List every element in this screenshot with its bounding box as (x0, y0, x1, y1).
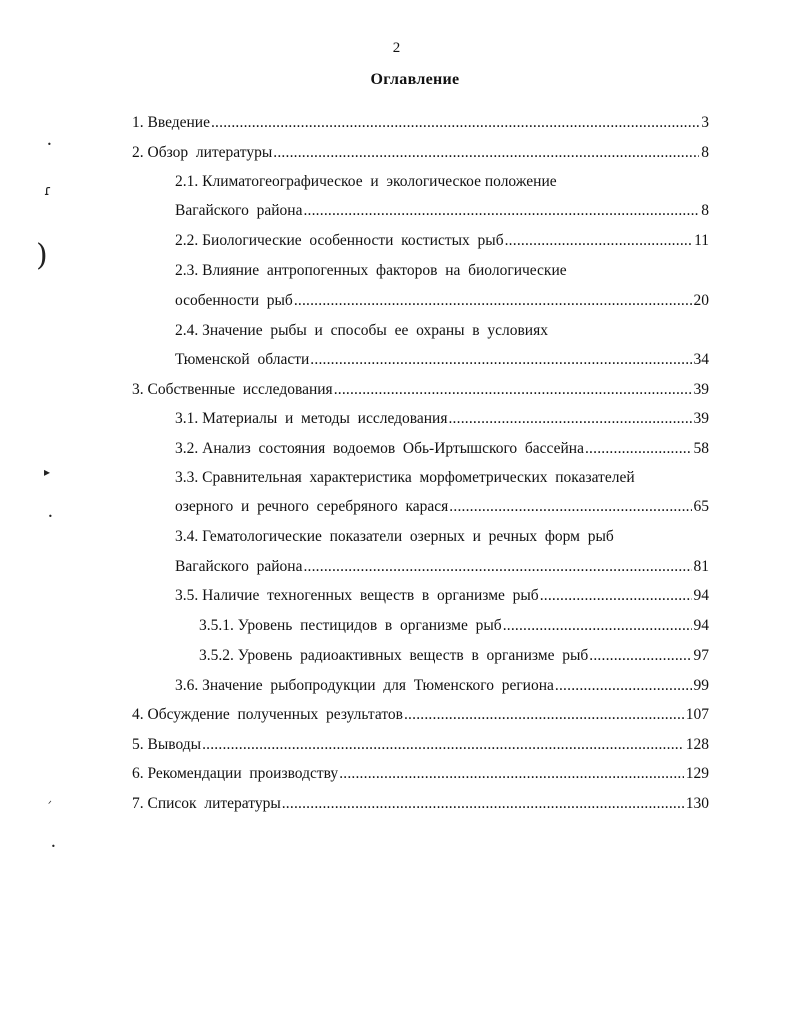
toc-entry-3-4-line2[interactable]: Вагайского района ..... 81 (175, 555, 709, 579)
scan-mark: ▸ (44, 465, 51, 479)
scan-mark: • (47, 140, 52, 149)
scan-mark: • (48, 512, 53, 521)
toc-entry-3-5-2[interactable]: 3.5.2. Уровень радиоактивных веществ в организме рыб ..... 97 (199, 644, 709, 668)
toc-entry-3-6[interactable]: 3.6. Значение рыбопродукции для Тюменского региона ..... 99 (175, 674, 709, 698)
toc-entry-literature-review[interactable]: 2. Обзор литературы ..... 8 (132, 141, 709, 165)
toc-entry-2-1-line2[interactable]: Вагайского района ..... 8 (175, 199, 709, 223)
scan-mark: ᐟ (48, 800, 52, 810)
toc-entry-2-3-line1[interactable]: 2.3. Влияние антропогенных факторов на биологические (175, 262, 567, 279)
toc-entry-3-4-line1[interactable]: 3.4. Гематологические показатели озерных и речных форм рыб (175, 528, 614, 545)
toc-entry-2-3-line2[interactable]: особенности рыб ..... 20 (175, 289, 709, 313)
page-number: 2 (392, 40, 401, 56)
toc-entry-discussion[interactable]: 4. Обсуждение полученных результатов ..... 107 (132, 703, 709, 727)
toc-entry-3-5[interactable]: 3.5. Наличие техногенных веществ в организме рыб ..... 94 (175, 584, 709, 608)
toc-title: Оглавление (370, 71, 460, 88)
scan-mark: ɾ (44, 183, 52, 199)
toc-entry-3-1[interactable]: 3.1. Материалы и методы исследования ..... 39 (175, 407, 709, 431)
toc-entry-introduction[interactable]: 1. Введение ..... 3 (132, 111, 709, 135)
toc-entry-3-3-line1[interactable]: 3.3. Сравнительная характеристика морфометрических показателей (175, 469, 635, 486)
toc-entry-own-research[interactable]: 3. Собственные исследования ..... 39 (132, 378, 709, 402)
toc-entry-2-2[interactable]: 2.2. Биологические особенности костистых рыб ..... 11 (175, 229, 709, 253)
toc-entry-2-4-line1[interactable]: 2.4. Значение рыбы и способы ее охраны в условиях (175, 322, 548, 339)
scan-mark: ) (36, 238, 48, 273)
toc-entry-conclusions[interactable]: 5. Выводы ..... 128 (132, 733, 709, 757)
toc-entry-3-2[interactable]: 3.2. Анализ состояния водоемов Обь-Иртышского бассейна ..... 58 (175, 437, 709, 461)
toc-entry-references[interactable]: 7. Список литературы ..... 130 (132, 792, 709, 816)
toc-entry-recommendations[interactable]: 6. Рекомендации производству ..... 129 (132, 762, 709, 786)
toc-entry-2-1-line1[interactable]: 2.1. Климатогеографическое и экологическое положение (175, 173, 557, 190)
toc-entry-2-4-line2[interactable]: Тюменской области ..... 34 (175, 348, 709, 372)
scan-mark: • (51, 842, 56, 851)
toc-entry-3-5-1[interactable]: 3.5.1. Уровень пестицидов в организме рыб ..... 94 (199, 614, 709, 638)
toc-entry-3-3-line2[interactable]: озерного и речного серебряного карася ..... 65 (175, 495, 709, 519)
